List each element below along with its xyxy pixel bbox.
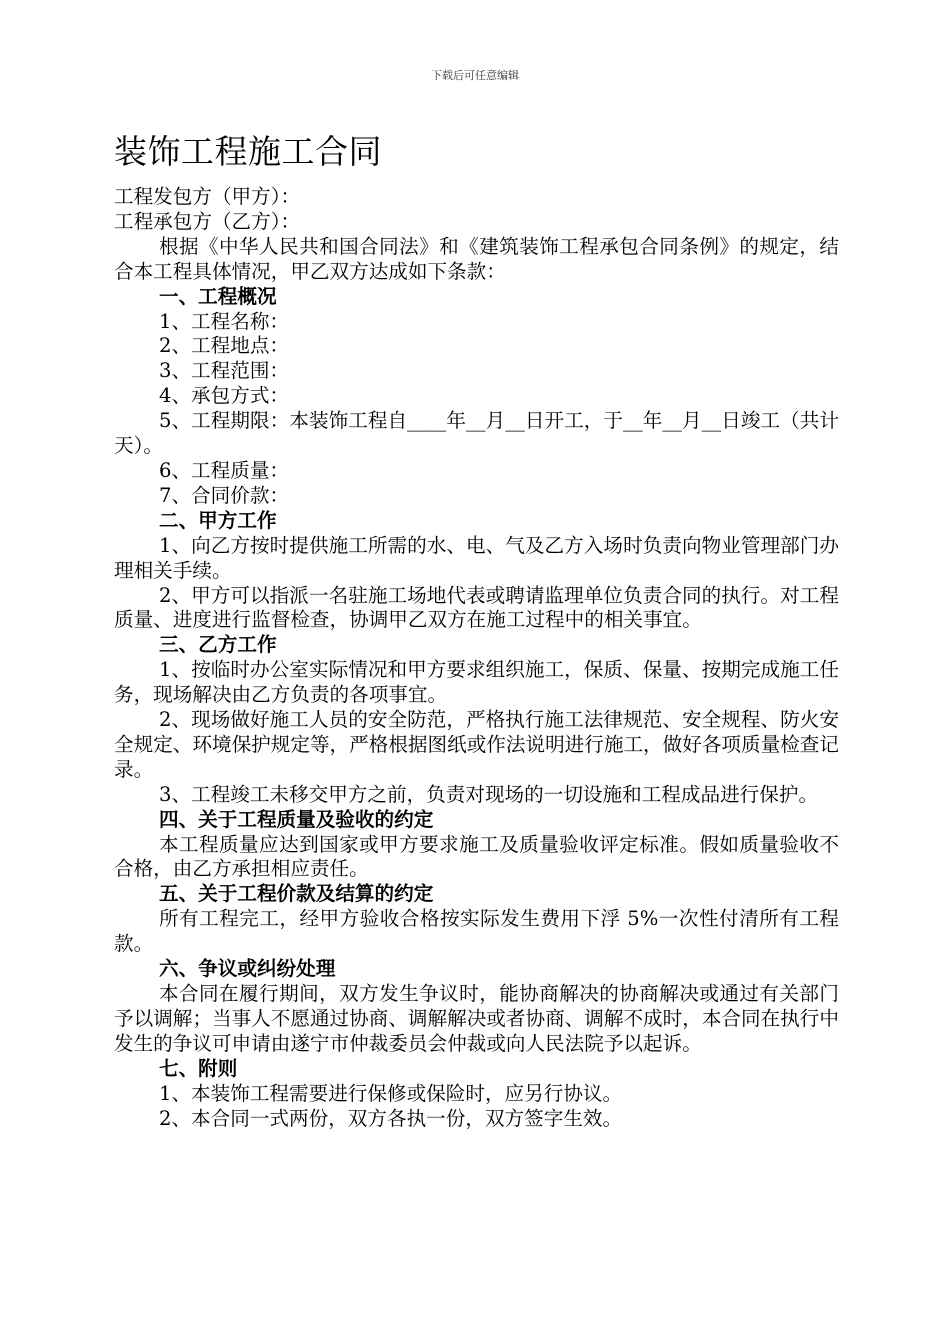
intro-paragraph: 根据《中华人民共和国合同法》和《建筑装饰工程承包合同条例》的规定，结合本工程具体情况，甲乙双方达成如下条款： (114, 234, 839, 283)
clause-item: 5、工程期限：本装饰工程自____年__月__日开工，于__年__月__日竣工（共计 天）。 (114, 409, 859, 458)
clause-item: 1、向乙方按时提供施工所需的水、电、气及乙方入场时负责向物业管理部门办理相关手续。 (114, 533, 839, 582)
clause-item: 2、甲方可以指派一名驻施工场地代表或聘请监理单位负责合同的执行。对工程质量、进度进行监督检查，协调甲乙双方在施工过程中的相关事宜。 (114, 583, 839, 632)
clause-paragraph: 本工程质量应达到国家或甲方要求施工及质量验收评定标准。假如质量验收不合格，由乙方承担相应责任。 (114, 832, 839, 881)
section-heading: 三、乙方工作 (159, 633, 277, 657)
header-note: 下载后可任意编辑 (431, 69, 519, 82)
section-heading: 四、关于工程质量及验收的约定 (159, 807, 434, 831)
clause-item: 1、本装饰工程需要进行保修或保险时，应另行协议。 (159, 1081, 623, 1105)
clause-item: 3、工程范围： (159, 359, 290, 383)
clause-item: 2、本合同一式两份，双方各执一份，双方签字生效。 (159, 1106, 623, 1130)
clause-paragraph: 本合同在履行期间，双方发生争议时，能协商解决的协商解决或通过有关部门予以调解；当事人不愿通过协商、调解解决或者协商、调解不成时，本合同在执行中发生的争议可申请由遂宁市仲裁委员会仲裁或向人民法院予以起诉。 (114, 982, 839, 1055)
clause-item: 3、工程竣工未移交甲方之前，负责对现场的一切设施和工程成品进行保护。 (159, 782, 819, 806)
section-heading: 七、附则 (159, 1056, 238, 1080)
clause-item: 1、按临时办公室实际情况和甲方要求组织施工，保质、保量、按期完成施工任务，现场解决由乙方负责的各项事宜。 (114, 658, 839, 707)
party-a-line: 工程发包方（甲方）： (114, 185, 301, 208)
section-heading: 一、工程概况 (159, 284, 277, 308)
party-b-line: 工程承包方（乙方）： (114, 209, 301, 233)
contract-body (114, 185, 859, 1131)
section-heading: 六、争议或纠纷处理 (159, 957, 336, 981)
document-title: 装饰工程施工合同 (114, 132, 382, 171)
clause-item: 7、合同价款： (159, 483, 290, 507)
section-heading: 二、甲方工作 (159, 508, 277, 532)
clause-item: 1、工程名称： (159, 309, 290, 333)
section-heading: 五、关于工程价款及结算的约定 (159, 882, 434, 906)
clause-item: 2、现场做好施工人员的安全防范，严格执行施工法律规范、安全规程、防火安全规定、环境保护规定等，严格根据图纸或作法说明进行施工，做好各项质量检查记录。 (114, 708, 839, 781)
clause-item: 4、承包方式： (159, 384, 290, 408)
clause-item: 2、工程地点： (159, 334, 290, 358)
clause-item: 6、工程质量： (159, 458, 290, 482)
clause-paragraph: 所有工程完工，经甲方验收合格按实际发生费用下浮 5%一次性付清所有工程款。 (114, 907, 839, 956)
